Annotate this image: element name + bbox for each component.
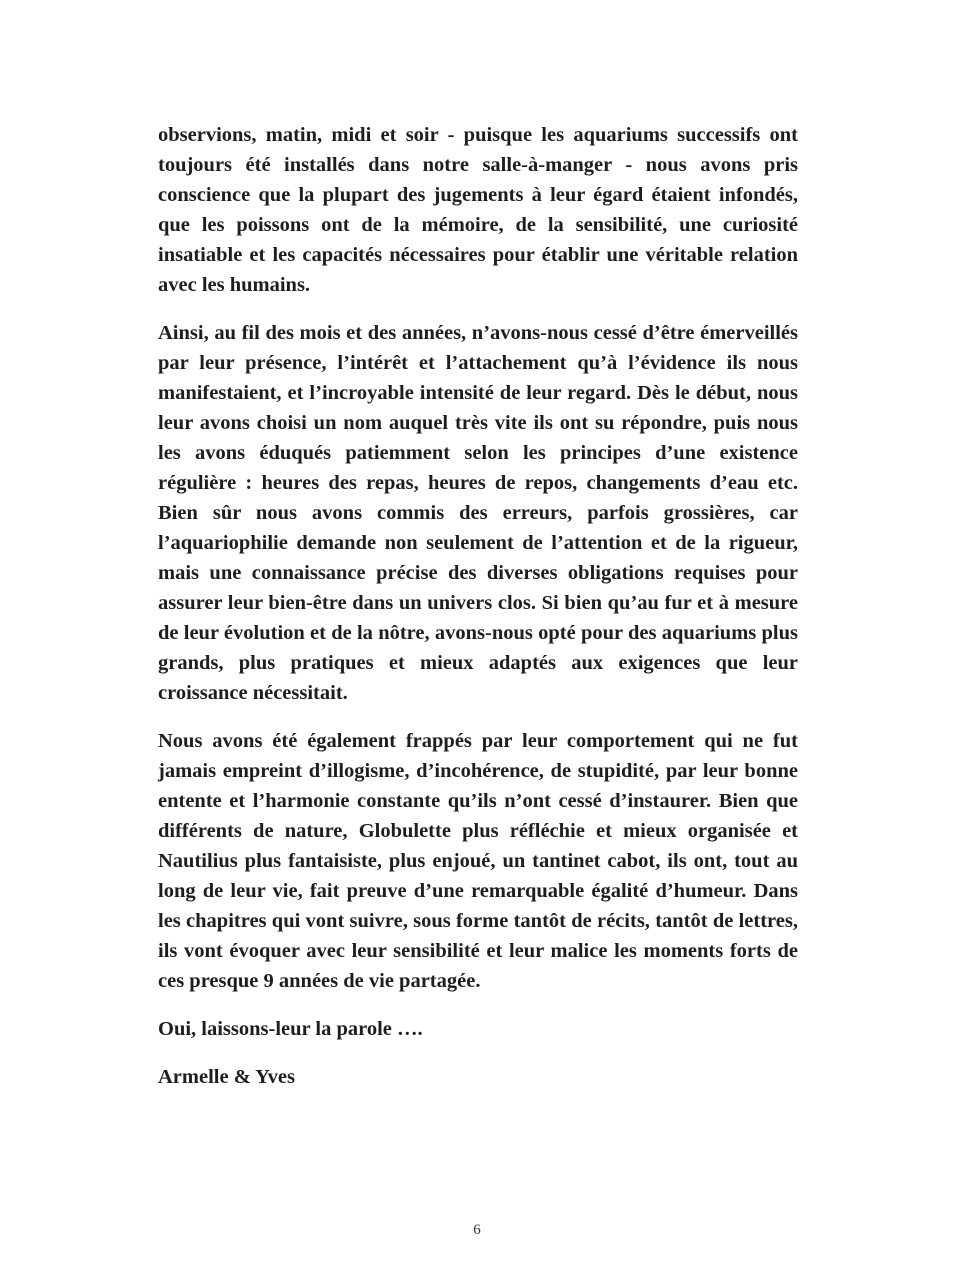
paragraph-parole: Oui, laissons-leur la parole ….	[158, 1018, 423, 1040]
paragraph-comportement: Nous avons été également frappés par leur comportement qui ne fut jamais empreint d’illogisme, d’incohérence, de stupidité, par leur bonne entente et l’harmonie constante qu’ils n’ont cessé d’instaurer. Bien que différents de nature, Globulette plus réfléchie et mieux organisée et Nautilius plus fantaisiste, plus enjoué, un tantinet cabot, ils ont, tout au long de leur vie, fait preuve d’une remarquable égalité d’humeur. Dans les chapitres qui vont suivre, sous forme tantôt de récits, tantôt de lettres, ils vont évoquer avec leur sensibilité et leur malice les moments forts de ces presque 9 années de vie partagée.	[158, 730, 798, 992]
signature-authors: Armelle & Yves	[158, 1066, 295, 1088]
paragraph-observations: observions, matin, midi et soir - puisque les aquariums successifs ont toujours été installés dans notre salle-à-manger - nous avons pris conscience que la plupart des jugements à leur égard étaient infondés, que les poissons ont de la mémoire, de la sensibilité, une curiosité insatiable et les capacités nécessaires pour établir une véritable relation avec les humains.	[158, 124, 798, 296]
body-text	[158, 120, 798, 1110]
paragraph-ainsi: Ainsi, au fil des mois et des années, n’avons-nous cessé d’être émerveillés par leur présence, l’intérêt et l’attachement qu’à l’évidence ils nous manifestaient, et l’incroyable intensité de leur regard. Dès le début, nous leur avons choisi un nom auquel très vite ils ont su répondre, puis nous les avons éduqués patiemment selon les principes d’une existence régulière : heures des repas, heures de repos, changements d’eau etc. Bien sûr nous avons commis des erreurs, parfois grossières, car l’aquariophilie demande non seulement de l’attention et de la rigueur, mais une connaissance précise des diverses obligations requises pour assurer leur bien-être dans un univers clos. Si bien qu’au fur et à mesure de leur évolution et de la nôtre, avons-nous opté pour des aquariums plus grands, plus pratiques et mieux adaptés aux exigences que leur croissance nécessitait.	[158, 322, 798, 704]
page-number: 6	[473, 1222, 481, 1238]
